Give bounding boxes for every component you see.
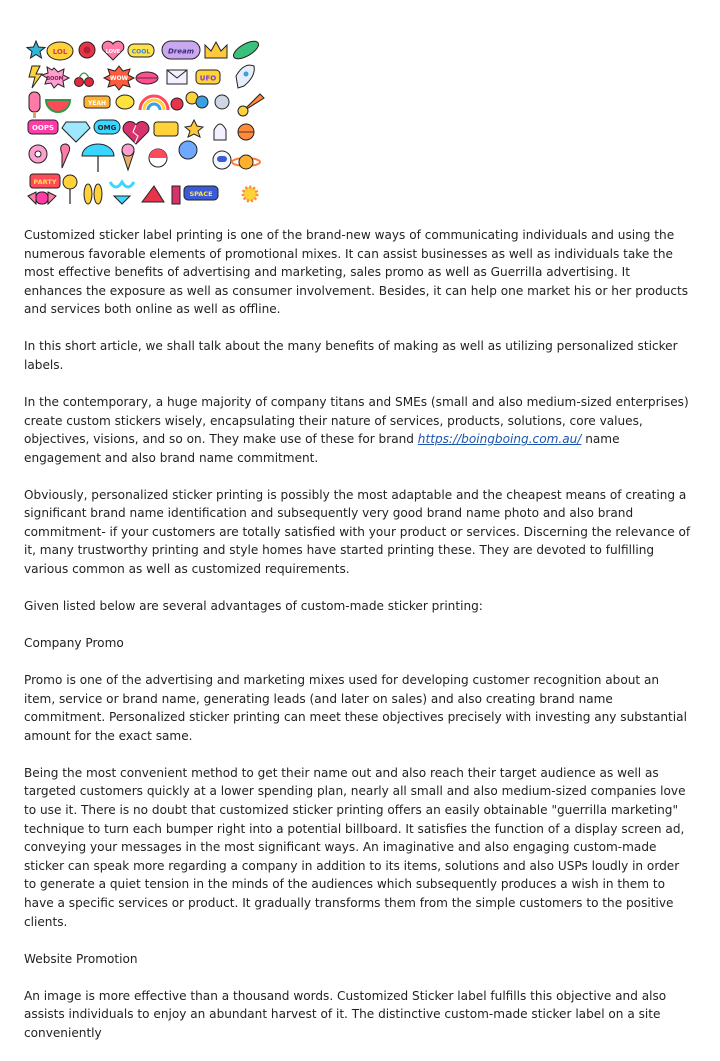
sticker-word-boom: BOOM [46,76,64,82]
sticker-word-party: PARTY [33,178,57,186]
paragraph-companies [24,393,692,467]
lipstick-sticker [172,186,180,204]
sticker-word-wow: WOW [109,75,129,82]
article-body [24,226,692,1061]
paragraph-overview: In this short article, we shall talk about the many benefits of making as well as utilizing personalized sticker labels. [24,339,678,372]
paragraph-convenient: Being the most convenient method to get their name out and also reach their target audience as well as targeted customers quickly at a lower spending plan, nearly all small and also medium-sized companies love to use it. There is no doubt that customized sticker printing offers an easily obtainable "guerrilla marketing" technique to turn each bumper right into a potential billboard. It satisfies the function of a display screen ad, conveying your messages in the most significant ways. An imaginative and also engaging custom-made sticker can speak more regarding a company in addition to its items, solutions and also USPs loudly in order to generate a quiet tension in the minds of the audiences which subsequently produces a wish in them to have a specific services or product. It gradually transforms them from the simple customers to the positive clients. [24,765,686,929]
umbrella-sticker [82,144,114,156]
speech-sticker [154,122,178,136]
satellite-sticker [215,95,229,109]
diamond-sticker [62,122,90,142]
lightning-sticker [29,66,42,88]
planet-ball-sticker [179,141,197,159]
section-heading-company-promo: Company Promo [24,636,124,651]
sticker-word-cool: COOL [131,48,151,56]
popsicle-sticker [29,92,40,112]
sticker-word-oops: OOPS [31,124,55,132]
flamingo-sticker [61,144,70,168]
shooting-star-sticker [185,120,203,137]
paragraph-promo: Promo is one of the advertising and marketing mixes used for developing customer recognition about an item, service or brand name, generating leads (and later on sales) and also creating brand name commitment. Personalized sticker printing can meet these objectives precisely with investing any substantial amount for the exact same. [24,673,687,743]
paragraph-adaptable: Obviously, personalized sticker printing is possibly the most adaptable and the cheapest means of creating a significant brand name identification and subsequently very good brand name photo and also brand commitment- if your customers are totally satisfied with your product or services. Discerning the relevance of it, many trustworthy printing and style homes have started printing these. They are devoted to fulfilling various common as well as customized requirements. [24,487,691,577]
sticker-word-dream: Dream [167,47,195,56]
sun-sticker [243,187,257,201]
strawberry-sticker [171,98,183,110]
rocket-sticker [236,65,254,88]
paragraph-advantages-intro: Given listed below are several advantages of custom-made sticker printing: [24,599,483,614]
watermelon-sticker [46,100,70,112]
sticker-collage-image [24,36,269,208]
lollipop-sticker [63,175,77,189]
small-rocket-sticker [214,124,226,140]
star-sticker [27,41,45,58]
crown-sticker [205,42,227,58]
sticker-word-yeah: YEAH [87,100,107,107]
paragraph-companies-text-start: In the contemporary, a huge majority of company titans and SMEs (small and also medium-sized enterprises) create custom stickers wisely, encapsulating their nature of services, products, solutions, core values, objectives, visions, and so on. They make use of these for brand [24,394,689,447]
high-heel-sticker [142,186,164,202]
flip-flops-sticker [84,184,92,204]
boingboing-link[interactable]: https://boingboing.com.au/ [417,432,582,447]
sticker-word-omg: OMG [97,124,117,132]
section-heading-website-promotion: Website Promotion [24,951,138,966]
paragraph-image: An image is more effective than a thousand words. Customized Sticker label fulfills this objective and also assists individuals to enjoy an abundant harvest of it. The distinctive custom-made sticker label on a site conveniently [24,988,667,1040]
sticker-word-space: SPACE [189,190,213,198]
candy-sticker [28,192,36,204]
sticker-word-ufo: UFO [199,74,217,83]
bikini-sticker [110,182,134,187]
paragraph-companies-text-end: name engagement and also brand name commitment. [24,432,620,465]
paragraph-intro: Customized sticker label printing is one of the brand-new ways of communicating individuals and using the numerous favorable elements of promotional mixes. It can assist businesses as well as individuals take the most effective benefits of advertising and marketing, sales promo as well as Guerrilla advertising. It enhances the exposure as well as consumer involvement. Besides, it can help one market his or her products and services both online as well as offline. [24,228,689,317]
sticker-word-love: LOVE [105,49,121,55]
sticker-word-lol: LOL [52,48,68,56]
cherries-sticker [75,78,84,87]
lemon-sticker [116,95,134,109]
feather-sticker [231,38,261,62]
